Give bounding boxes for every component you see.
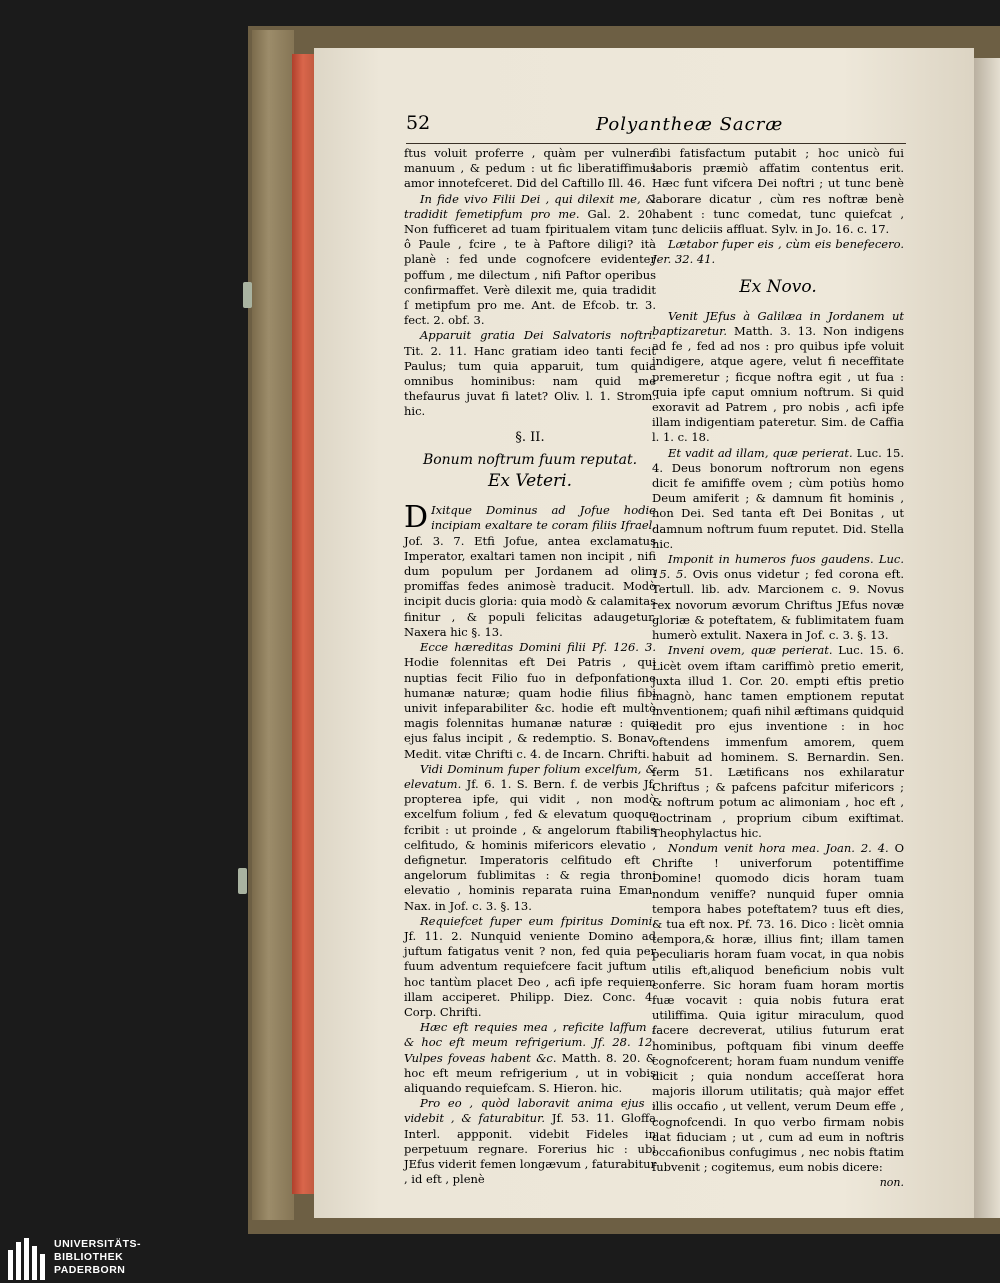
- scripture-citation: Et vadit ad illam, quæ perierat.: [668, 445, 853, 460]
- paragraph-text: Matth. 3. 13. Non indigens ad fe , fed ad nos : pro quibus ipfe voluit indigere, atque agere, velut fi neceffitate premeretur ; ficque noftra egit , ut fua : quia ipfe caput omnium noftrum. Si quid exoravit ad Patrem , pro nobis , acfi ipfe illam indigentiam pateretur. Sim. de Caffia l. 1. c. 18.: [652, 324, 904, 445]
- paragraph-text: Gal. 2. 20. Non fufficeret ad tuam fpiritualem vitam , ô Paule , fcire , te à Paftore diligi? ità planè : fed unde cognofcere evidenter poffum , me dilectum , nifi Paftor operibus confirmaffet. Verè dilexit me, quia tradidit ſ metipfum pro me. Ant. de Efcob. tr. 3. fect. 2. obf. 3.: [404, 206, 656, 328]
- scripture-citation: In fide vivo Filii Dei , qui dilexit me, & tradidit femetipfum pro me.: [404, 191, 656, 221]
- paragraph: [404, 192, 656, 329]
- paragraph: [404, 1096, 656, 1187]
- section-number: §. II.: [515, 429, 545, 445]
- scripture-citation: Inveni ovem, quæ perierat.: [668, 643, 833, 658]
- drop-cap: D: [404, 500, 429, 536]
- running-title: Polyantheæ Sacræ: [596, 114, 784, 135]
- library-name-line3: PADERBORN: [54, 1264, 126, 1276]
- subheading-ex-novo: Ex Novo.: [739, 276, 817, 297]
- right-column: [652, 146, 904, 1191]
- paragraph: [404, 146, 656, 192]
- paragraph-text: Luc. 15. 6. Licèt ovem iftam cariffimò pretio emerit, juxta illud 1. Cor. 20. empti eftis pretio magnò, hanc tamen emptionem reputat inventionem; quafi nihil æftimans quidquid dedit pro ejus inventione : in hoc oftendens immenfum amorem, quem habuit ad hominem. S. Bernardin. Sen. ferm 51. Lætificans nos exhilaratur Chriftus ; & pafcens pafcitur mifericors ; & noftrum potum ac alimoniam , hoc eft , doctrinam , proprium cibum exiftimat. Theophylactus hic.: [652, 643, 904, 840]
- clasp-hinge-bottom: [238, 868, 247, 894]
- subheading-ex-veteri: Ex Veteri.: [487, 471, 573, 492]
- library-name: [54, 1238, 141, 1277]
- scripture-citation: Venit JEfus à Galilæa in Jordanem ut baptizaretur.: [652, 308, 904, 339]
- book-spine: [252, 30, 294, 1220]
- library-name-line1: UNIVERSITÄTS-: [54, 1238, 142, 1250]
- scripture-citation: Apparuit gratia Dei Salvatoris noftri.: [420, 328, 656, 343]
- facing-page-edge: [974, 58, 1000, 1218]
- paragraph: [404, 1020, 656, 1096]
- paragraph-text: Jf. 6. 1. S. Bern. f. de verbis Jf. propterea ipfe, qui vidit , non modò excelfum folium , fed & elevatum quoque fcribit : ut proinde , & angelorum ftabilis celfitudo, & hominis mifericors elevatio , defignetur. Imperatoris celfitudo eft , angelorum fublimitas : & regia throni elevatio , hominis reparata ruina Eman. Nax. in Jof. c. 3. §. 13.: [404, 776, 656, 913]
- paragraph-text: Jof. 3. 7. Etfi Jofue, antea exclamatus Imperator, exaltari tamen non incipit , nifi dum populum per Jordanem ad olim promiffas fedes animosè traducit. Modò incipit ducis gloria: quia modò & calamitas finitur , & populi felicitas adaugetur. Naxera hic §. 13.: [404, 533, 656, 639]
- paragraph-text: Luc. 15. 4. Deus bonorum noftrorum non egens dicit fe amififfe ovem ; cùm potiùs homo Deum amiferit ; & damnum fit hominis , non Dei. Sed tanta eft Dei Bonitas , ut damnum noftrum fuum reputet. Did. Stella hic.: [652, 445, 904, 551]
- scripture-citation: Requiefcet fuper eum fpiritus Domini.: [420, 913, 656, 928]
- scripture-citation: Ecce hæreditas Domini filii Pf. 126. 3.: [420, 640, 656, 655]
- paragraph-text: ftus voluit proferre , quàm per vulnera manuum , & pedum : ut fic liberatiffimus amor innotefceret. Did del Caftillo Ill. 46.: [404, 146, 656, 191]
- scripture-citation: Pro eo , quòd laboravit anima ejus , videbit , & faturabitur.: [404, 1096, 656, 1126]
- paragraph-text: Hodie folennitas eft Dei Patris , qui nuptias fecit Filio fuo in defponfatione humanæ naturæ; quam hodie filius fibi univit infeparabiliter &c. hodie eft multò magis folennitas humanæ naturæ : quia ejus falus incipit , & redemptio. S. Bonav. Medit. vitæ Chrifti c. 4. de Incarn. Chrifti.: [404, 655, 656, 761]
- scripture-citation: Nondum venit hora mea. Joan. 2. 4.: [668, 840, 889, 855]
- paragraph: [652, 237, 904, 267]
- scripture-citation: Vidi Dominum fuper folium excelfum, & elevatum.: [404, 761, 656, 791]
- left-column: [404, 146, 656, 1187]
- paragraph: [404, 640, 656, 762]
- scripture-citation: Ixitque Dominus ad Jofue hodie incipiam exaltare te coram filiis Ifrael.: [431, 503, 656, 533]
- paragraph: [404, 328, 656, 419]
- paragraph: [652, 552, 904, 643]
- paragraph-text: Ovis onus videtur ; fed corona eft. Tertull. lib. adv. Marcionem c. 9. Novus rex novorum ævorum Chriftus JEfus novæ gloriæ & poteftatem, & fublimitatem fuam humerò extulit. Naxera in Jof. c. 3. §. 13.: [652, 567, 904, 643]
- paragraph: [652, 841, 904, 1175]
- paragraph: [404, 762, 656, 914]
- scripture-citation: Hæc eft requies mea , reficite laffum ; & hoc eft meum refrigerium. Jf. 28. 12. Vulpes foveas habent &c.: [404, 1020, 656, 1065]
- paragraph: [404, 914, 656, 1020]
- paragraph-text: Tit. 2. 11. Hanc gratiam ideo tanti fecit Paulus; tum quia apparuit, tum quia omnibus hominibus: nam quid me thefaurus juvat fi latet? Oliv. l. 1. Strom. hic.: [404, 343, 656, 419]
- page-header: [406, 112, 906, 138]
- scripture-citation: Imponit in humeros fuos gaudens. Luc. 15. 5.: [652, 552, 904, 582]
- scripture-citation: Lætabor fuper eis , cùm eis benefecero. Jer. 32. 41.: [652, 237, 904, 267]
- library-logo-icon: [8, 1238, 48, 1280]
- page-number: 52: [406, 112, 431, 134]
- paragraph: [652, 309, 904, 446]
- paragraph: [652, 446, 904, 552]
- catchword: non.: [879, 1176, 904, 1190]
- red-page-edge: [292, 54, 314, 1194]
- paragraph: [404, 500, 656, 640]
- clasp-hinge-top: [243, 282, 252, 308]
- header-rule: [406, 143, 906, 144]
- paragraph: [652, 146, 904, 237]
- paragraph-text: fibi fatisfactum putabit ; hoc unicò fui laboris præmiò affatim contentus erit. Hæc funt vifcera Dei noftri ; ut tunc benè laborare dicatur , cùm res noftræ benè habent : tunc comedat, tunc quiefcat , tunc deliciis affluat. Sylv. in Jo. 16. c. 17.: [652, 146, 904, 237]
- paragraph-text: Jf. 53. 11. Gloffa Interl. appponit. videbit Fideles in perpetuum regnare. Forerius hic : ubi JEfus viderit femen longævum , faturabitur , id eft , plenè: [404, 1111, 656, 1187]
- paragraph: [652, 643, 904, 841]
- library-footer: [0, 1234, 1000, 1283]
- paragraph-text: Matth. 8. 20. & hoc eft meum refrigerium , ut in vobis aliquando requiefcam. S. Hieron. hic.: [404, 1050, 656, 1095]
- library-name-line2: BIBLIOTHEK: [54, 1251, 124, 1263]
- section-title: Bonum noftrum fuum reputat.: [422, 451, 638, 468]
- paragraph-text: Jf. 11. 2. Nunquid veniente Domino ad juftum fatigatus venit ? non, fed quia per fuum adventum requiefcere facit juftum , hoc tantùm placet Deo , acfi ipfe requiem illam acciperet. Philipp. Diez. Conc. 4. Corp. Chrifti.: [404, 928, 656, 1019]
- paragraph-text: O Chrifte ! univerforum potentiffime Domine! quomodo dicis horam tuam nondum veniffe? nunquid fuper omnia tempora habes poteftatem? tuus eft dies, & tua eft nox. Pf. 73. 16. Dico : licèt omnia tempora,& horæ, illius fint; illam tamen peculiaris horam fuam vocat, in qua nobis utilis eft,aliquod beneficium nobis vult conferre. Sic horam fuam horam mortis fuæ vocavit : quia nobis futura erat utiliffima. Quia igitur miraculum, quod facere decreverat, utilius futurum erat hominibus, poftquam fibi vinum deeffe cognofcerent; horam fuam nundum veniffe dicit ; quia nondum acceſſerat hora majoris illorum utilitatis; quà major effet illis occafio , ut vellent, verum Deum effe , cognofcendi. In quo verbo firmam nobis dat fiduciam ; ut , cum ad eum in noftris occafionibus confugimus , nec nobis ftatim fubvenit ; cogitemus, eum nobis dicere:: [652, 840, 904, 1175]
